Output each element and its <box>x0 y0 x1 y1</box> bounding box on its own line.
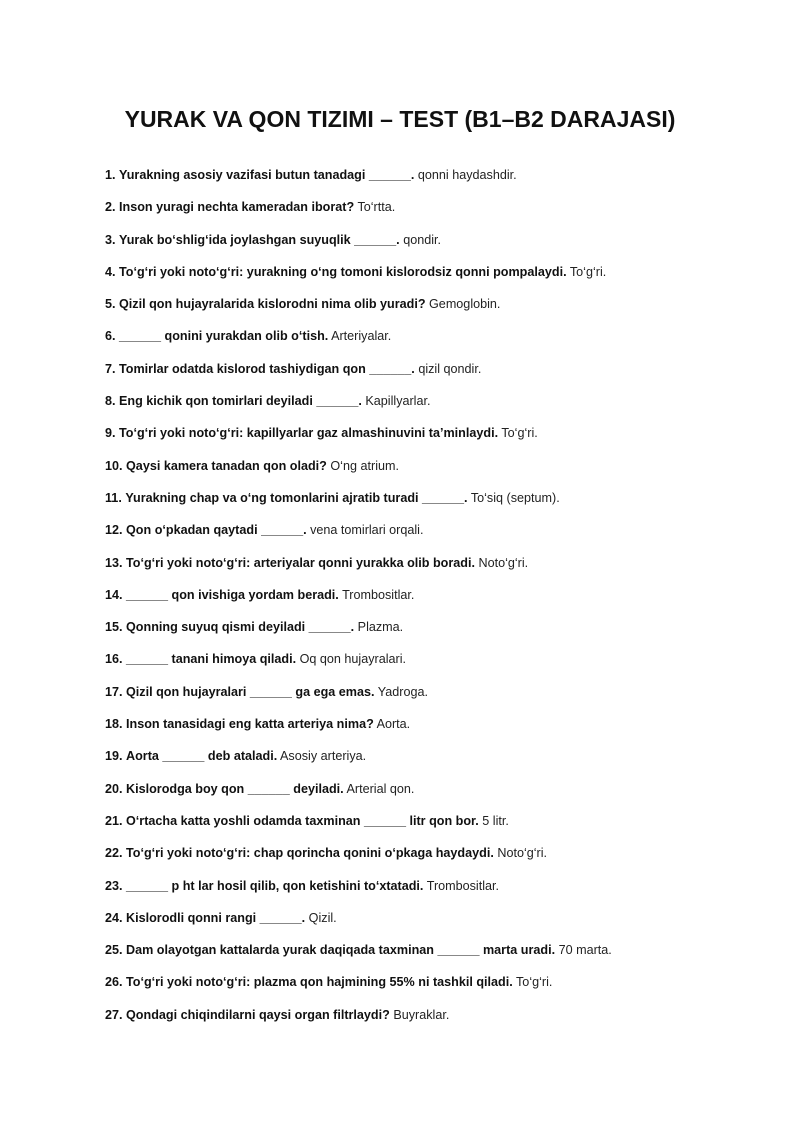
question-answer: qonni haydashdir. <box>417 168 517 182</box>
question-number: 25. <box>105 943 123 958</box>
question-item <box>105 262 765 294</box>
question-answer: Trombositlar. <box>342 587 415 602</box>
question-number: 22. <box>105 846 123 861</box>
question-answer: qizil qondir. <box>418 361 482 376</box>
page-title: YURAK VA QON TIZIMI – TEST (B1–B2 DARAJASI) <box>124 106 676 132</box>
question-number: 24. <box>105 910 123 925</box>
question-answer: To‘g‘ri. <box>569 264 607 279</box>
question-text: Qaysi kamera tanadan qon oladi? <box>126 458 327 473</box>
question-item <box>105 843 765 875</box>
question-answer: Noto‘g‘ri. <box>497 846 548 861</box>
question-answer: Buyraklar. <box>393 1007 450 1022</box>
question-text: Inson yuragi nechta kameradan iborat? <box>119 200 355 215</box>
question-answer: To‘g‘ri. <box>516 975 553 990</box>
question-item <box>105 165 765 197</box>
question-text: Eng kichik qon tomirlari deyiladi ______. <box>119 394 362 409</box>
question-number: 19. <box>105 749 123 764</box>
question-text: ______ tanani himoya qiladi. <box>126 652 297 667</box>
question-number: 4. <box>105 264 116 279</box>
question-answer: Qizil. <box>308 910 337 925</box>
question-number: 5. <box>105 297 116 312</box>
question-item <box>105 908 765 940</box>
question-item <box>105 326 765 358</box>
question-item <box>105 972 765 1004</box>
question-item <box>105 294 765 326</box>
question-item <box>105 1005 765 1037</box>
question-text: ______ qon ivishiga yordam beradi. <box>126 587 339 602</box>
question-answer: 5 litr. <box>482 813 509 828</box>
question-number: 9. <box>105 426 116 441</box>
question-item <box>105 585 765 617</box>
question-text: To‘g‘ri yoki noto‘g‘ri: plazma qon hajmining 55% ni tashkil qiladi. <box>126 975 513 990</box>
question-answer: 70 marta. <box>558 943 612 958</box>
question-text: To‘g‘ri yoki noto‘g‘ri: chap qorincha qonini o‘pkaga haydaydi. <box>126 846 494 861</box>
question-text: To‘g‘ri yoki noto‘g‘ri: yurakning o‘ng tomoni kislorodsiz qonni pompalaydi. <box>119 264 567 279</box>
question-number: 21. <box>105 813 123 828</box>
question-text: Inson tanasidagi eng katta arteriya nima? <box>126 717 374 732</box>
question-number: 8. <box>105 394 116 409</box>
question-text: ______ p ht lar hosil qilib, qon ketishini to‘xtatadi. <box>126 878 424 893</box>
question-text: Yurakning asosiy vazifasi butun tanadagi ______. <box>119 168 415 182</box>
question-text: To‘g‘ri yoki noto‘g‘ri: kapillyarlar gaz almashinuvini ta’minlaydi. <box>119 426 499 441</box>
question-number: 14. <box>105 587 123 602</box>
question-number: 10. <box>105 458 123 473</box>
question-answer: Arterial qon. <box>346 781 415 796</box>
question-answer: Plazma. <box>357 620 404 635</box>
question-number: 2. <box>105 200 116 215</box>
question-number: 20. <box>105 781 123 796</box>
question-item <box>105 876 765 908</box>
question-number: 27. <box>105 1007 123 1022</box>
question-number: 23. <box>105 878 123 893</box>
question-item <box>105 779 765 811</box>
question-item <box>105 488 765 520</box>
question-text: Kislorodga boy qon ______ deyiladi. <box>126 781 344 796</box>
question-answer: Kapillyarlar. <box>365 394 431 409</box>
question-answer: Asosiy arteriya. <box>280 749 367 764</box>
question-number: 18. <box>105 717 123 732</box>
question-item <box>105 423 765 455</box>
question-number: 17. <box>105 684 123 699</box>
question-item <box>105 359 765 391</box>
question-number: 7. <box>105 361 116 376</box>
question-item <box>105 553 765 585</box>
question-answer: Gemoglobin. <box>429 297 501 312</box>
question-item <box>105 746 765 778</box>
question-answer: Aorta. <box>376 717 411 732</box>
question-text: To‘g‘ri yoki noto‘g‘ri: arteriyalar qonni yurakka olib boradi. <box>126 555 475 570</box>
question-list <box>105 165 765 1037</box>
question-text: Kislorodli qonni rangi ______. <box>126 910 306 925</box>
question-answer: O‘ng atrium. <box>330 458 399 473</box>
question-answer: Noto‘g‘ri. <box>478 555 529 570</box>
question-text: Yurak bo‘shlig‘ida joylashgan suyuqlik ______. <box>119 232 400 247</box>
question-item <box>105 811 765 843</box>
question-text: Qizil qon hujayralari ______ ga ega emas. <box>126 684 375 699</box>
question-number: 15. <box>105 620 123 635</box>
question-number: 13. <box>105 555 123 570</box>
question-item <box>105 714 765 746</box>
question-item <box>105 197 765 229</box>
question-item <box>105 520 765 552</box>
question-item <box>105 230 765 262</box>
question-text: Tomirlar odatda kislorod tashiydigan qon ______. <box>119 361 415 376</box>
question-number: 16. <box>105 652 123 667</box>
question-number: 1. <box>105 168 116 182</box>
question-answer: Trombositlar. <box>426 878 500 893</box>
question-text: Qon o‘pkadan qaytadi ______. <box>126 523 307 538</box>
question-text: Qondagi chiqindilarni qaysi organ filtrlaydi? <box>126 1007 390 1022</box>
question-number: 26. <box>105 975 123 990</box>
question-answer: To‘siq (septum). <box>470 490 560 505</box>
question-text: ______ qonini yurakdan olib o‘tish. <box>119 329 329 344</box>
question-item <box>105 649 765 681</box>
question-item <box>105 940 765 972</box>
question-text: Qizil qon hujayralarida kislorodni nima olib yuradi? <box>119 297 426 312</box>
question-answer: vena tomirlari orqali. <box>310 523 424 538</box>
question-answer: Arteriyalar. <box>331 329 392 344</box>
question-item <box>105 391 765 423</box>
question-text: O‘rtacha katta yoshli odamda taxminan ______ litr qon bor. <box>126 813 479 828</box>
question-answer: To‘g‘ri. <box>501 426 538 441</box>
question-text: Aorta ______ deb ataladi. <box>126 749 278 764</box>
question-answer: To‘rtta. <box>357 200 396 215</box>
question-text: Dam olayotgan kattalarda yurak daqiqada taxminan ______ marta uradi. <box>126 943 556 958</box>
question-text: Qonning suyuq qismi deyiladi ______. <box>126 620 355 635</box>
question-item <box>105 617 765 649</box>
question-answer: Yadroga. <box>377 684 428 699</box>
question-number: 11. <box>105 490 122 505</box>
question-number: 3. <box>105 232 116 247</box>
question-answer: qondir. <box>403 232 441 247</box>
question-number: 6. <box>105 329 116 344</box>
question-text: Yurakning chap va o‘ng tomonlarini ajratib turadi ______. <box>125 490 468 505</box>
question-item <box>105 682 765 714</box>
question-item <box>105 456 765 488</box>
question-answer: Oq qon hujayralari. <box>299 652 407 667</box>
question-number: 12. <box>105 523 123 538</box>
